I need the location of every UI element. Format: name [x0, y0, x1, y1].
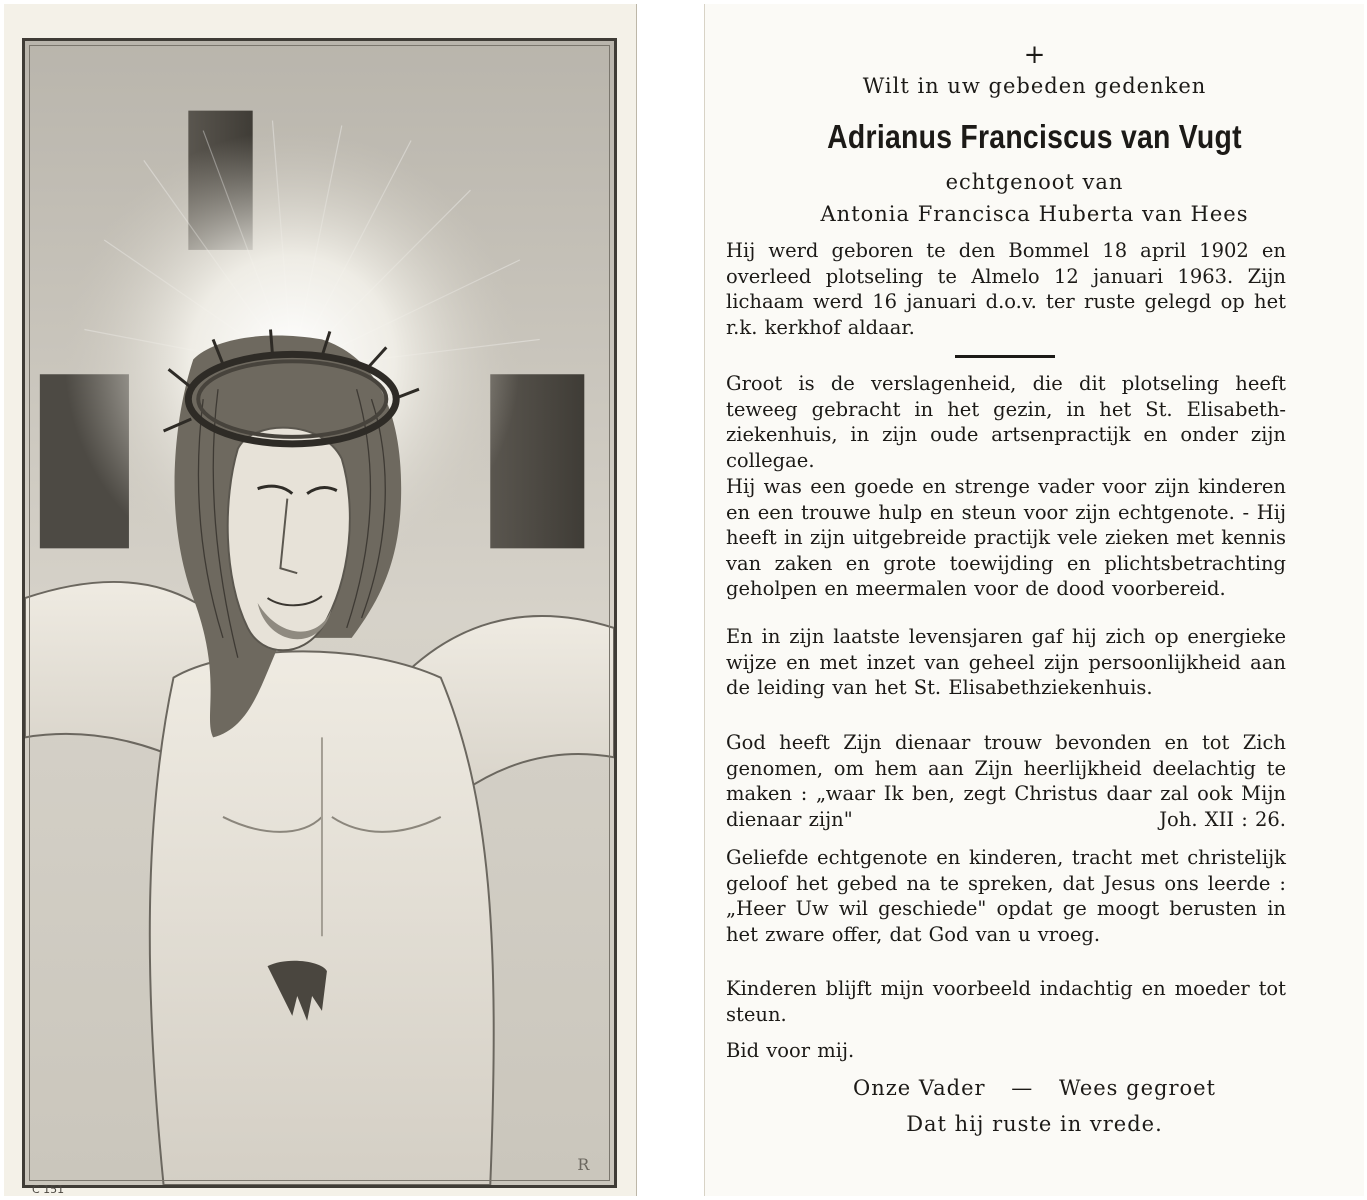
god-paragraph: [726, 730, 1286, 832]
dear-ones-paragraph: Geliefde echtgenote en kinderen, tracht met christelijk geloof het gebed na te spreken, dat Jesus ons leerde : „Heer Uw wil geschiede" opdat ge moogt berusten in het zware offer, dat God van u vroeg.: [726, 846, 1286, 946]
divider: [955, 355, 1055, 358]
birth-death-paragraph: Hij werd geboren te den Bommel 18 april 1902 en overleed plotseling te Almelo 12 januari 1963. Zijn lichaam werd 16 januari d.o.v. ter ruste gelegd op het r.k. kerkhof aldaar.: [726, 239, 1286, 339]
spouse-name: Antonia Francisca Huberta van Hees: [820, 202, 1249, 226]
father-paragraph: Hij was een goede en strenge vader voor zijn kinderen en een trouwe hulp en steun voor zijn echtgenote. - Hij heeft in zijn uitgebreide practijk vele zieken met kennis van zaken en grote toewijding en plichtsbetrachting geholpen en meermalen voor de dood voorbereid.: [726, 475, 1286, 600]
deceased-name: Adrianus Franciscus van Vugt: [827, 118, 1242, 155]
scripture-reference: Joh. XII : 26.: [1159, 807, 1286, 831]
rest-in-peace-line: Dat hij ruste in vrede.: [906, 1112, 1163, 1136]
image-card: [4, 4, 637, 1196]
crucifix-drawing: [25, 41, 614, 1185]
artist-monogram: R: [577, 1155, 590, 1175]
printer-mark: C 151: [32, 1183, 65, 1196]
cross-symbol: +: [1023, 40, 1046, 70]
grief-paragraph: Groot is de verslagenheid, die dit plotseling heeft teweeg gebracht in het gezin, in het St. Elisabethziekenhuis, in zijn oude artsenpractijk en onder zijn collegae.: [726, 372, 1286, 472]
children-paragraph: Kinderen blijft mijn voorbeeld indachtig en moeder tot steun.: [726, 977, 1286, 1026]
intro-line: Wilt in uw gebeden gedenken: [862, 74, 1207, 98]
prayers-line: [705, 1076, 1364, 1100]
text-card: [704, 4, 1364, 1196]
god-text: God heeft Zijn dienaar trouw bevonden en tot Zich genomen, om hem aan Zijn heerlijkheid deelachtig te maken : „waar Ik ben, zegt Christus daar zal ook Mijn dienaar zijn": [726, 731, 1286, 831]
prayer-hail-mary: Wees gegroet: [1058, 1076, 1216, 1100]
prayer-separator: —: [1011, 1076, 1034, 1100]
energy-paragraph: En in zijn laatste levensjaren gaf hij zich op energieke wijze en met inzet van geheel zijn persoonlijkheid aan de leiding van het St. Elisabethziekenhuis.: [726, 625, 1286, 699]
prayer-our-father: Onze Vader: [853, 1076, 986, 1100]
pray-line: Bid voor mij.: [726, 1039, 855, 1062]
spouse-label: echtgenoot van: [945, 170, 1124, 194]
crucifix-illustration: [22, 38, 617, 1188]
